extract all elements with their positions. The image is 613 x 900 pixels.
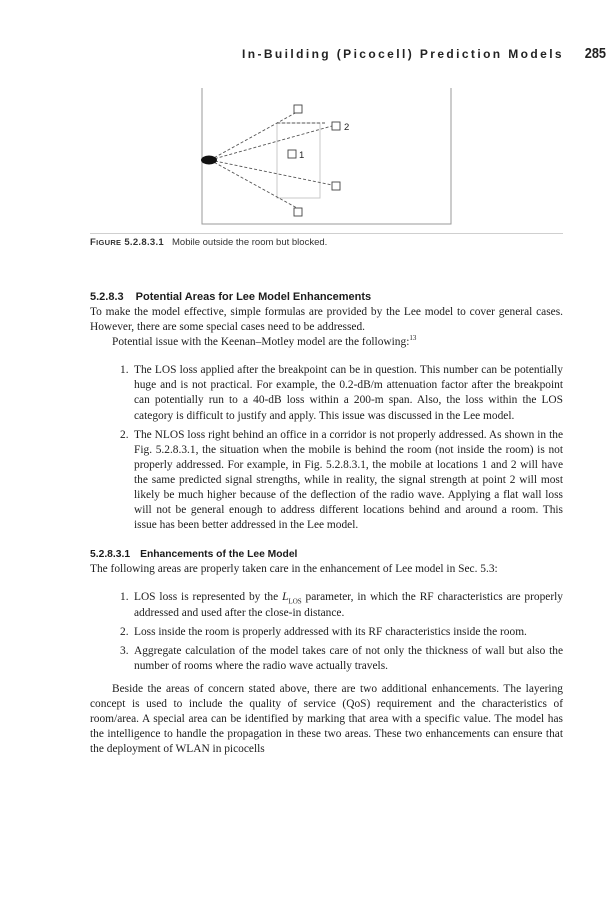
list-item-number: 3. xyxy=(120,644,129,657)
enhancement-list xyxy=(90,590,563,673)
list-item-text: parameter, in which the RF characteristics are properly addressed and used after the close-in distance. xyxy=(134,591,563,619)
list-item-text: LOS loss is represented by the xyxy=(134,591,283,604)
list-item-text: Aggregate calculation of the model takes care of not only the thickness of wall but also the number of rooms where the radio wave actually travels. xyxy=(134,644,563,672)
path-to-right-lower xyxy=(210,160,332,185)
issue-intro-text: Potential issue with the Keenan–Motley model are the following: xyxy=(112,336,410,349)
caption-label-prefix: F xyxy=(90,237,97,248)
list-item-number: 2. xyxy=(120,428,129,441)
path-to-upper-corner xyxy=(210,112,297,160)
figure-caption xyxy=(90,237,563,248)
marker-lower xyxy=(294,208,302,216)
section-heading xyxy=(90,289,563,305)
issue-reference: 13 xyxy=(409,334,417,343)
issue-intro xyxy=(90,335,563,350)
section-number: 5.2.8.3 xyxy=(90,291,124,303)
marker-upper xyxy=(294,105,302,113)
list-item xyxy=(90,428,563,534)
marker-point-1 xyxy=(288,150,296,158)
path-to-lower-corner xyxy=(210,160,297,208)
symbol-subscript: LOS xyxy=(288,597,302,606)
subsection-heading xyxy=(90,547,563,562)
list-item-number: 1. xyxy=(120,591,129,604)
signal-paths xyxy=(210,112,332,208)
figure-divider xyxy=(90,233,563,234)
list-item-number: 1. xyxy=(120,364,129,377)
diagram-canvas xyxy=(90,88,563,228)
list-item xyxy=(90,363,563,423)
caption-label xyxy=(90,237,164,248)
caption-text: Mobile outside the room but blocked. xyxy=(172,237,328,248)
caption-label-small: IGURE xyxy=(96,238,122,247)
label-point-2: 2 xyxy=(344,122,350,133)
running-title: In-Building (Picocell) Prediction Models xyxy=(241,47,564,61)
figure-diagram xyxy=(90,88,563,228)
marker-right-lower xyxy=(332,182,340,190)
subsection-intro: The following areas are properly taken care in the enhancement of Lee model in Sec. 5.3: xyxy=(90,563,498,576)
list-item xyxy=(90,590,563,620)
running-header xyxy=(90,45,608,65)
closing-paragraph: Beside the areas of concern stated above, there are two additional enhancements. The layering concept is used to include the quality of service (QoS) requirement and the characteristics of room/area. A special area can be identified by marking that area with a specific value. The model has the intelligence to handle the propagation in these two areas. These two enhancements can ensure that the deployment of WLAN in picocells xyxy=(90,682,563,756)
subsection-title: Enhancements of the Lee Model xyxy=(140,549,298,561)
symbol-l: L xyxy=(282,591,289,604)
label-point-1: 1 xyxy=(299,150,305,161)
main-content xyxy=(90,289,563,757)
issue-list xyxy=(90,363,563,533)
caption-label-number: 5.2.8.3.1 xyxy=(124,237,165,248)
list-item xyxy=(90,644,563,674)
section-intro: To make the model effective, simple formulas are provided by the Lee model to cover general cases. However, there are some special cases need to be addressed. xyxy=(90,306,563,334)
page-number: 285 xyxy=(584,45,606,62)
section-title: Potential Areas for Lee Model Enhancements xyxy=(135,291,372,303)
list-item-number: 2. xyxy=(120,625,129,638)
subsection-number: 5.2.8.3.1 xyxy=(90,549,131,561)
path-to-point-2 xyxy=(210,126,332,160)
diagram-frame xyxy=(202,88,451,224)
list-item xyxy=(90,625,563,640)
list-item-text: Loss inside the room is properly addressed with its RF characteristics inside the room. xyxy=(134,625,527,638)
marker-point-2 xyxy=(332,122,340,130)
mobile-icon xyxy=(201,156,217,165)
list-item-text: The LOS loss applied after the breakpoint can be in question. This number can be potentially huge and is not practical. For example, the 0.2-dB/m attenuation factor after the breakpoint can potentially run to a 40-dB loss within a 200-m span. Also, the loss within the LOS category is difficult to justify and apply. This issue was discussed in the Lee model. xyxy=(134,364,563,422)
list-item-text: The NLOS loss right behind an office in a corridor is not properly addressed. As shown in the Fig. 5.2.8.3.1, the situation when the mobile is behind the room (not inside the room) is not properly addressed. For example, in Fig. 5.2.8.3.1, the mobile at locations 1 and 2 will have the same predicted signal strengths, while in reality, the signal strength at point 2 will most likely be much higher because of the deflection of the radio wave. Applying a flat wall loss will not be general enough to address different locations behind and around a room. This issue has been better addressed in the Lee model. xyxy=(134,428,563,532)
